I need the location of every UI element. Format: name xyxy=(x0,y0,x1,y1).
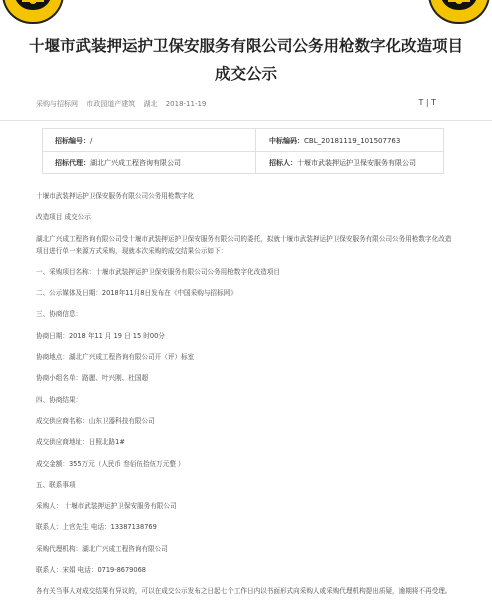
info-row-1 xyxy=(43,129,443,152)
body-line: 成交供应商地址：日照北路1# xyxy=(36,438,125,447)
divider xyxy=(0,120,492,121)
body-line: 五、联系事项 xyxy=(36,480,76,489)
body-paragraph: 湖北广兴成工程咨询有限公司受十堰市武装押运护卫保安服务有限公司的委托，拟就十堰市武装押运护卫保安服务有限公司公务用枪数字化改造项目进行单一来源方式采购，现就本次采购的成交结果公示如下： xyxy=(36,234,452,255)
info-table xyxy=(42,128,444,174)
body-line: 二、公示媒体及日期：2018年11月8日发布在《中国采购与招标网》 xyxy=(36,289,237,298)
body-line: 一、采购项目名称：十堰市武装押运护卫保安服务有限公司公务用枪数字化改造项目 xyxy=(36,267,280,276)
body-paragraph: 各有关当事人对成交结果有异议的，可以在成交公示发布之日起七个工作日内以书面形式向采购人或采购代理机构提出质疑，逾期将不再受理。 xyxy=(36,587,452,596)
body-line: 成交供应商名称：山东卫器科技有限公司 xyxy=(36,416,155,425)
win-code: 中标编码：CBL_20181119_101507763 xyxy=(269,137,401,145)
body-line: 协商小组名单：路麗、叶兴刚、杜国超 xyxy=(36,374,149,383)
body-line: 协商日期：2018 年11 月 19 日 15 时00分 xyxy=(36,331,165,340)
body-line: 十堰市武装押运护卫保安服务有限公司公务用枪数字化 xyxy=(36,192,195,200)
page-title xyxy=(24,32,468,88)
bid-agent: 招标代理：湖北广兴成工程咨询有限公司 xyxy=(55,159,181,167)
body-line: 联系人：上官先生 电话：13387138769 xyxy=(36,523,157,532)
article-meta xyxy=(36,99,442,111)
body-line: 成交金额：355万元（人民币 叁佰伍拾伍万元整 ） xyxy=(36,459,185,468)
article-body xyxy=(36,190,456,607)
body-line: 四、协商结果： xyxy=(36,395,83,404)
body-line: 采购人： 十堰市武装押运护卫保安服务有限公司 xyxy=(36,502,177,511)
body-line: 协商地点：湖北广兴成工程咨询有限公司开（评）标室 xyxy=(36,353,195,362)
body-line: 联系人：宋娟 电话：0719-8679068 xyxy=(36,566,146,575)
meta-subcategory-link[interactable]: 市政园道产建筑 xyxy=(86,100,136,108)
corner-badge-right xyxy=(428,0,490,24)
bid-buyer: 招标人：十堰市武装押运护卫保安服务有限公司 xyxy=(269,159,416,167)
meta-region: 湖北 xyxy=(143,100,158,108)
title-line-1: 十堰市武装押运护卫保安服务有限公司公务用枪数字化改造项目 xyxy=(28,37,463,55)
meta-category-link[interactable]: 采购与招标网 xyxy=(36,100,78,108)
title-line-2: 成交公示 xyxy=(214,65,277,83)
font-size-toggle[interactable]: T | T xyxy=(418,98,436,107)
body-line: 采购代理机构：湖北广兴成工程咨询有限公司 xyxy=(36,544,168,553)
bid-number: 招标编号：/ xyxy=(55,137,93,145)
info-row-2 xyxy=(43,151,443,173)
meta-date: 2018-11-19 xyxy=(165,100,207,108)
body-line: 三、协商信息： xyxy=(36,310,83,319)
body-line: 改造项目 成交公示 xyxy=(36,213,91,222)
corner-badge-left xyxy=(2,0,64,24)
